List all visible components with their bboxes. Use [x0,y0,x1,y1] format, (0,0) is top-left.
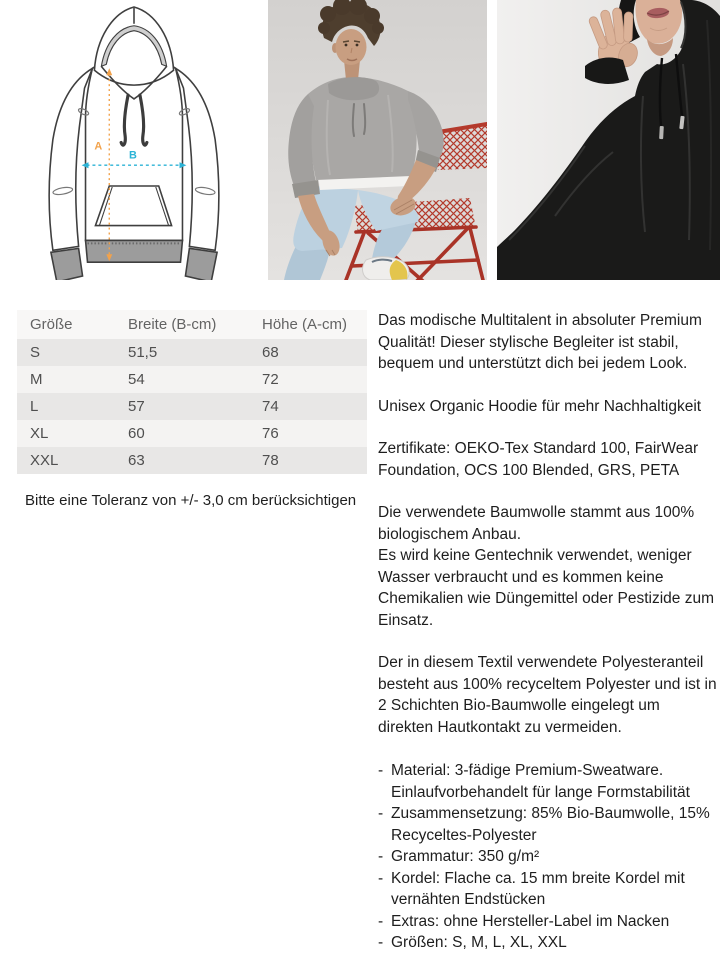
spec-text: Kordel: Flache ca. 15 mm breite Kordel mit vernähten Endstücken [391,869,685,908]
height-cell: 68 [262,344,279,361]
product-image-measurement-diagram[interactable] [0,0,268,280]
size-table-row-xxl [17,447,367,474]
product-gallery [0,0,720,280]
product-image-man-grey-hoodie[interactable] [268,0,487,280]
size-table-row-m [17,366,367,393]
product-details [0,310,720,954]
bullet-marker: - [378,912,384,930]
woman-photo-illustration [497,0,720,280]
description-paragraph: Der in diesem Textil verwendete Polyesteranteil besteht aus 100% recyceltem Polyester und ist in 2 Schichten Bio-Baumwolle eingelegt um direkten Hautkontakt zu vermeiden. [378,654,717,736]
bullet-marker: - [378,805,384,822]
width-cell: 51,5 [128,344,158,361]
description-paragraph: Es wird keine Gentechnik verwendet, weniger Wasser verbraucht und es kommen keine Chemikalien wie Düngemittel oder Pestizide zum Einsatz. [378,547,714,629]
size-cell: L [30,398,39,415]
hoodie-measurement-diagram [28,3,240,280]
width-cell: 60 [128,425,145,442]
width-cell: 54 [128,371,145,388]
description-paragraph: Zertifikate: OEKO-Tex Standard 100, FairWear Foundation, OCS 100 Blended, GRS, PETA [378,440,699,479]
size-chart-section [0,310,367,509]
spec-text: Größen: S, M, L, XL, XXL [391,934,567,951]
measurement-label-b: B [129,149,137,162]
description-paragraph: Das modische Multitalent in absoluter Premium Qualität! Dieser stylische Begleiter ist stabil, bequem und unterstützt dich bei jedem Look. [378,312,702,372]
tolerance-note: Bitte eine Toleranz von +/- 3,0 cm berücksichtigen [25,492,357,509]
spec-list [378,760,719,954]
height-cell: 76 [262,425,279,442]
measurement-label-a: A [94,140,103,153]
size-table [17,310,367,474]
hoodie-outline [49,7,219,280]
spec-item-grammatur [378,846,719,868]
size-table-row-s [17,339,367,366]
width-cell: 57 [128,398,145,415]
spec-item-zusammensetzung [378,803,719,846]
spec-text: Material: 3-fädige Premium-Sweatware. Einlaufvorbehandelt für lange Formstabilität [391,762,690,801]
description-paragraph: Die verwendete Baumwolle stammt aus 100% biologischem Anbau. [378,504,695,543]
size-table-header-size: Größe [17,310,115,339]
description-paragraph: Unisex Organic Hoodie für mehr Nachhaltigkeit [378,397,702,415]
size-table-header-row [17,310,367,339]
spec-item-material [378,760,719,803]
spec-text: Grammatur: 350 g/m² [391,848,540,865]
spec-text: Extras: ohne Hersteller-Label im Nacken [391,912,670,930]
spec-text: Zusammensetzung: 85% Bio-Baumwolle, 15% Recyceltes-Polyester [391,805,710,844]
man-photo-illustration [268,0,487,280]
spec-item-groessen [378,932,719,954]
gallery-gap [487,0,497,280]
size-table-header-height: Höhe (A-cm) [249,310,367,339]
spec-item-extras [378,911,719,933]
product-image-woman-black-hoodie[interactable] [497,0,720,280]
product-description [378,310,719,954]
size-table-row-xl [17,420,367,447]
bullet-marker: - [378,848,384,865]
size-cell: M [30,371,43,388]
bullet-marker: - [378,869,384,887]
bullet-marker: - [378,934,384,951]
size-cell: XL [30,425,49,442]
height-cell: 72 [262,371,279,388]
height-cell: 78 [262,452,279,469]
size-table-row-l [17,393,367,420]
size-table-header-width: Breite (B-cm) [115,310,249,339]
size-cell: S [30,344,41,361]
bullet-marker: - [378,762,384,779]
size-cell: XXL [30,452,59,469]
width-cell: 63 [128,452,145,469]
spec-item-kordel [378,868,719,911]
height-cell: 74 [262,398,279,415]
